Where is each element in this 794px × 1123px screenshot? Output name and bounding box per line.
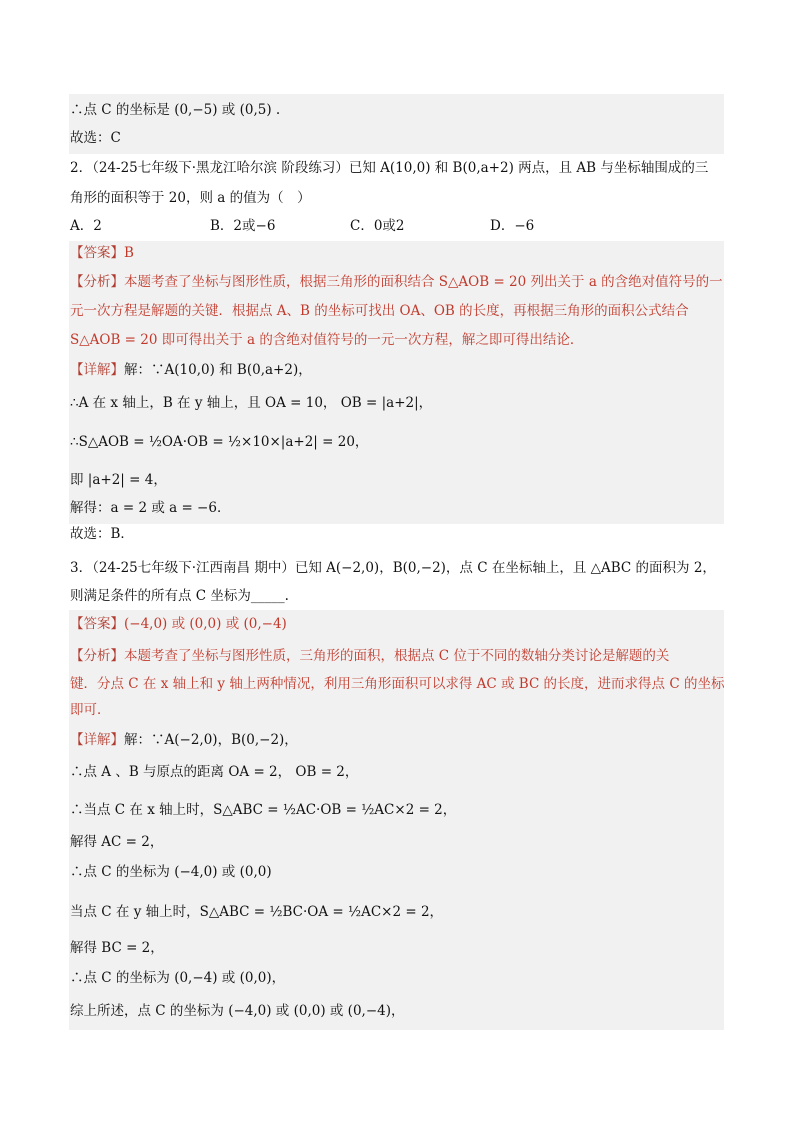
q3-analysis-line2: 键．分点 C 在 x 轴上和 y 轴上两种情况，利用三角形面积可以求得 AC 或 BC 的长度，进而求得点 C 的坐标 [70,676,725,692]
answer-value: (−4,0) 或 (0,0) 或 (0,−4) [124,616,287,632]
q3-stem-line2: 则满足条件的所有点 C 坐标为_____. [70,588,289,604]
q2-analysis-line3: S△AOB = 20 即可得出关于 a 的含绝对值符号的一元一次方程，解之即可得出结论． [70,332,584,348]
q2-analysis-line2: 元一次方程是解题的关键．根据点 A、B 的坐标可找出 OA、OB 的长度，再根据三角形的面积公式结合 [70,303,689,319]
detail-text: 解：∵A(10,0) 和 B(0,a+2)， [124,362,312,378]
q3-detail-line1 [70,730,298,750]
analysis-tag: 【分析】 [70,648,124,664]
q1-choice: 故选：C [70,130,121,146]
q2-analysis-line1 [70,272,723,292]
q3-detail-line5: ∴点 C 的坐标为 (−4,0) 或 (0,0) [70,864,272,880]
q2-detail-line5: 解得：a = 2 或 a = −6． [70,500,231,516]
q2-detail-line2: ∴A 在 x 轴上，B 在 y 轴上，且 OA = 10， OB = |a+2|， [70,395,433,411]
detail-text: 解：∵A(−2,0)，B(0,−2)， [124,732,298,748]
q2-detail-line3: ∴S△AOB = ½OA·OB = ½×10×|a+2| = 20， [70,434,369,450]
detail-tag: 【详解】 [70,362,124,378]
q3-analysis-line1 [70,646,669,666]
q2-detail-line1 [70,360,312,380]
q2-detail-line4: 即 |a+2| = 4， [70,472,167,488]
answer-tag: 【答案】 [70,245,124,261]
q1-conclusion: ∴点 C 的坐标是 (0,−5) 或 (0,5) . [70,102,281,118]
answer-value: B [124,245,134,261]
q2-option-a: A．2 [70,218,102,234]
q3-detail-line8: ∴点 C 的坐标为 (0,−4) 或 (0,0)， [70,970,286,986]
q2-detail-line6: 故选：B． [70,526,134,542]
q3-detail-line3: ∴当点 C 在 x 轴上时，S△ABC = ½AC·OB = ½AC×2 = 2， [70,802,457,818]
q3-detail-line7: 解得 BC = 2， [70,940,164,956]
q2-stem-line1: 2．（24-25七年级下·黑龙江哈尔滨 阶段练习）已知 A(10,0) 和 B(0,a+2) 两点，且 AB 与坐标轴围成的三 [70,160,709,176]
q3-detail-line4: 解得 AC = 2， [70,834,164,850]
detail-tag: 【详解】 [70,732,124,748]
analysis-text: 本题考查了坐标与图形性质，根据三角形的面积结合 S△AOB = 20 列出关于 a 的含绝对值符号的一 [124,274,723,290]
q2-answer [70,243,134,263]
q3-solution-block [69,610,724,1030]
q3-detail-line9: 综上所述，点 C 的坐标为 (−4,0) 或 (0,0) 或 (0,−4)， [70,1003,405,1019]
q2-option-c: C．0或2 [350,218,405,234]
analysis-text: 本题考查了坐标与图形性质，三角形的面积，根据点 C 位于不同的数轴分类讨论是解题的关 [124,648,670,664]
q3-detail-line2: ∴点 A 、B 与原点的距离 OA = 2， OB = 2， [70,764,359,780]
q3-detail-line6: 当点 C 在 y 轴上时，S△ABC = ½BC·OA = ½AC×2 = 2， [70,904,444,920]
q3-analysis-line3: 即可． [70,702,111,718]
q3-answer [70,614,287,634]
answer-tag: 【答案】 [70,616,124,632]
q2-option-b: B．2或−6 [210,218,276,234]
q2-options [70,216,630,236]
q2-stem-line2: 角形的面积等于 20，则 a 的值为（ ） [70,190,311,206]
q3-stem-line1: 3．（24-25七年级下·江西南昌 期中）已知 A(−2,0)，B(0,−2)，点 C 在坐标轴上，且 △ABC 的面积为 2， [70,560,716,576]
analysis-tag: 【分析】 [70,274,124,290]
q2-option-d: D．−6 [490,218,535,234]
